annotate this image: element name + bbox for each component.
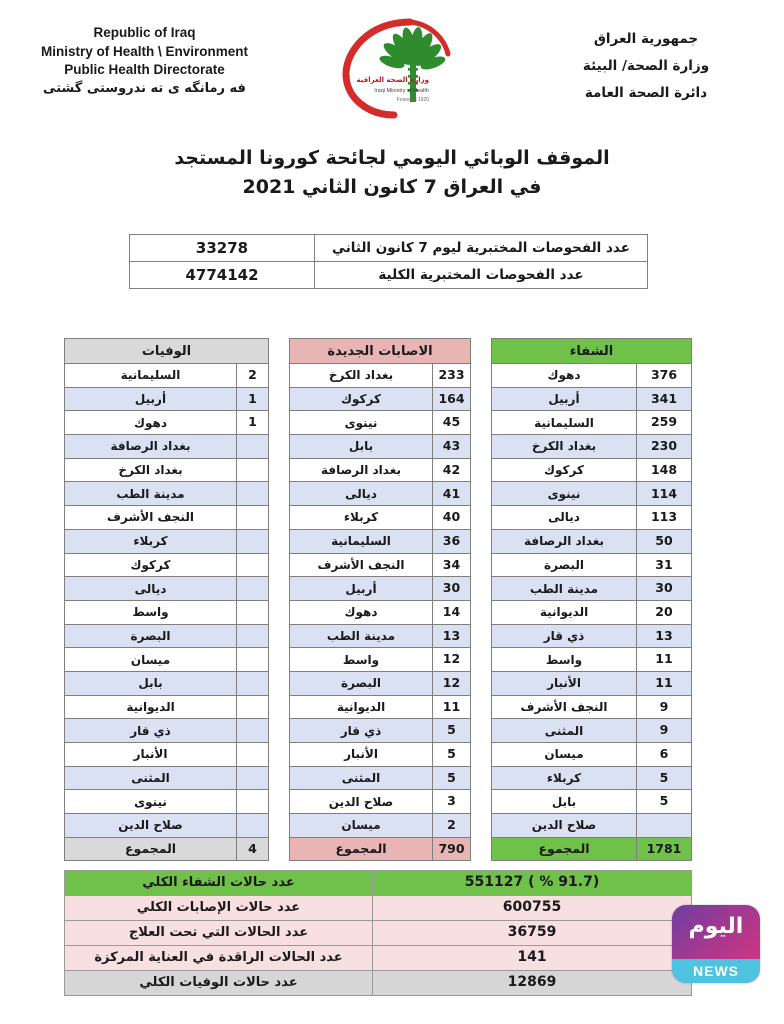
lab-tests-label-today: عدد الفحوصات المختبرية ليوم 7 كانون الثاني xyxy=(315,235,648,262)
province-value xyxy=(237,790,269,814)
header-english-line-3: Public Health Directorate xyxy=(64,62,225,77)
svg-text:Iraqi Ministry of Health: Iraqi Ministry of Health xyxy=(374,88,429,94)
summary-value: 551127 ( % 91.7) xyxy=(373,871,692,896)
header-arabic-line-3: دائرة الصحة العامة xyxy=(584,85,708,101)
header-arabic-line-2: وزارة الصحة/ البيئة xyxy=(582,58,710,74)
table-row xyxy=(290,529,471,553)
iraqi-ministry-of-health-logo xyxy=(332,12,482,122)
table-row xyxy=(65,648,269,672)
province-value: 5 xyxy=(433,743,471,767)
table-row xyxy=(492,387,692,411)
table-row xyxy=(290,648,471,672)
table-row xyxy=(492,671,692,695)
table-row xyxy=(290,435,471,459)
summary-label: عدد الحالات الراقدة في العناية المركزة xyxy=(65,946,373,971)
summary-row xyxy=(65,971,692,996)
province-name: كركوك xyxy=(65,553,237,577)
table-row xyxy=(130,262,648,289)
province-name: واسط xyxy=(492,648,637,672)
province-name: أربيل xyxy=(492,387,637,411)
province-name: بغداد الرصافة xyxy=(492,529,637,553)
lab-tests-label-total: عدد الفحوصات المختبرية الكلية xyxy=(315,262,648,289)
province-value: 30 xyxy=(433,577,471,601)
table-row xyxy=(65,482,269,506)
province-name: البصرة xyxy=(492,553,637,577)
province-name: كركوك xyxy=(290,387,433,411)
recovered-table-body xyxy=(492,364,692,861)
deaths-table-header: الوفيات xyxy=(65,339,269,364)
table-row xyxy=(492,553,692,577)
province-name: بغداد الكرخ xyxy=(492,435,637,459)
table-row xyxy=(492,411,692,435)
table-row xyxy=(65,814,269,838)
province-name: ميسان xyxy=(290,814,433,838)
province-name: دهوك xyxy=(492,364,637,388)
province-value: 148 xyxy=(637,458,692,482)
table-row xyxy=(492,719,692,743)
province-value: 13 xyxy=(433,624,471,648)
table-row xyxy=(290,790,471,814)
province-value: 13 xyxy=(637,624,692,648)
province-value xyxy=(237,814,269,838)
province-value xyxy=(237,600,269,624)
province-name: الديوانية xyxy=(492,600,637,624)
table-row xyxy=(290,577,471,601)
table-total-row xyxy=(492,837,692,861)
summary-label: عدد حالات الوفيات الكلي xyxy=(65,971,373,996)
summary-row xyxy=(65,946,692,971)
province-value xyxy=(237,506,269,530)
table-row xyxy=(492,529,692,553)
province-name: بغداد الرصافة xyxy=(290,458,433,482)
table-total-row xyxy=(290,837,471,861)
province-name: ذي قار xyxy=(65,719,237,743)
province-name: أربيل xyxy=(65,387,237,411)
recovered-by-province-table xyxy=(491,338,692,861)
table-row xyxy=(290,458,471,482)
province-name: السليمانية xyxy=(492,411,637,435)
table-row xyxy=(290,553,471,577)
table-row xyxy=(492,482,692,506)
province-value: 6 xyxy=(637,743,692,767)
table-row xyxy=(290,387,471,411)
province-value xyxy=(237,766,269,790)
province-value: 11 xyxy=(433,695,471,719)
province-value: 5 xyxy=(433,766,471,790)
summary-row xyxy=(65,871,692,896)
province-value: 45 xyxy=(433,411,471,435)
province-value: 376 xyxy=(637,364,692,388)
new-cases-table-header: الاصابات الجديدة xyxy=(290,339,471,364)
table-row xyxy=(65,577,269,601)
table-total-row xyxy=(65,837,269,861)
table-row xyxy=(492,458,692,482)
province-name: البصرة xyxy=(65,624,237,648)
province-name: كربلاء xyxy=(492,766,637,790)
table-row xyxy=(290,695,471,719)
province-value: 5 xyxy=(637,790,692,814)
national-summary-body xyxy=(65,871,692,996)
province-name: كربلاء xyxy=(65,529,237,553)
province-name: النجف الأشرف xyxy=(290,553,433,577)
province-name: المثنى xyxy=(290,766,433,790)
table-row xyxy=(65,624,269,648)
province-name: ديالى xyxy=(65,577,237,601)
province-name: بغداد الرصافة xyxy=(65,435,237,459)
province-value: 40 xyxy=(433,506,471,530)
table-row xyxy=(492,364,692,388)
province-name: كركوك xyxy=(492,458,637,482)
province-name: نينوى xyxy=(65,790,237,814)
province-name: بابل xyxy=(65,671,237,695)
province-value xyxy=(237,624,269,648)
province-value: 259 xyxy=(637,411,692,435)
province-name: ذي قار xyxy=(290,719,433,743)
province-value: 9 xyxy=(637,719,692,743)
table-row xyxy=(65,435,269,459)
table-row xyxy=(290,364,471,388)
table-row xyxy=(65,766,269,790)
watermark-arabic-text: اليوم xyxy=(688,914,744,939)
header-english-line-2: Ministry of Health \ Environment xyxy=(40,43,249,59)
province-name: بغداد الكرخ xyxy=(65,458,237,482)
province-value: 20 xyxy=(637,600,692,624)
province-value xyxy=(237,743,269,767)
province-value: 164 xyxy=(433,387,471,411)
summary-label: عدد الحالات التي تحت العلاج xyxy=(65,921,373,946)
province-value xyxy=(237,671,269,695)
province-name: المثنى xyxy=(65,766,237,790)
new-cases-table-body xyxy=(290,364,471,861)
total-value: 4 xyxy=(237,837,269,861)
province-value xyxy=(237,577,269,601)
province-value: 3 xyxy=(433,790,471,814)
province-value xyxy=(237,719,269,743)
province-name: مدينة الطب xyxy=(65,482,237,506)
lab-tests-table xyxy=(129,234,648,289)
province-name: أربيل xyxy=(290,577,433,601)
summary-row xyxy=(65,921,692,946)
table-row xyxy=(290,600,471,624)
province-name: بابل xyxy=(290,435,433,459)
province-value xyxy=(237,435,269,459)
table-row xyxy=(492,506,692,530)
table-row xyxy=(492,435,692,459)
province-value: 11 xyxy=(637,648,692,672)
province-name: السليمانية xyxy=(65,364,237,388)
province-value: 36 xyxy=(433,529,471,553)
province-name: مدينة الطب xyxy=(492,577,637,601)
province-name: بابل xyxy=(492,790,637,814)
province-name: الأنبار xyxy=(290,743,433,767)
table-row xyxy=(492,790,692,814)
page-title-line-1: الموقف الوبائي اليومي لجائحة كورونا المستجد xyxy=(174,147,610,169)
table-row xyxy=(65,364,269,388)
province-value xyxy=(237,695,269,719)
svg-text:Founded 1920: Founded 1920 xyxy=(396,97,429,103)
province-value: 12 xyxy=(433,671,471,695)
province-value xyxy=(237,553,269,577)
table-header-row xyxy=(65,339,269,364)
province-value: 230 xyxy=(637,435,692,459)
lab-tests-value-total: 4774142 xyxy=(130,262,315,289)
province-value xyxy=(237,482,269,506)
table-row xyxy=(492,648,692,672)
province-name: ميسان xyxy=(492,743,637,767)
table-row xyxy=(65,671,269,695)
province-name: النجف الأشرف xyxy=(65,506,237,530)
table-row xyxy=(130,235,648,262)
deaths-table-head xyxy=(65,339,269,364)
province-name: صلاح الدين xyxy=(65,814,237,838)
province-value: 341 xyxy=(637,387,692,411)
province-name: دهوك xyxy=(290,600,433,624)
summary-value: 36759 xyxy=(373,921,692,946)
province-value: 2 xyxy=(433,814,471,838)
table-row xyxy=(492,600,692,624)
province-name: ديالى xyxy=(290,482,433,506)
province-value: 5 xyxy=(637,766,692,790)
table-row xyxy=(290,743,471,767)
province-name: دهوك xyxy=(65,411,237,435)
new-cases-table-head xyxy=(290,339,471,364)
table-row xyxy=(290,411,471,435)
table-row xyxy=(290,482,471,506)
table-row xyxy=(65,790,269,814)
table-row xyxy=(65,719,269,743)
alyoum-news-watermark xyxy=(672,905,760,983)
province-value: 1 xyxy=(237,411,269,435)
province-name: ميسان xyxy=(65,648,237,672)
total-label: المجموع xyxy=(492,837,637,861)
table-row xyxy=(290,766,471,790)
lab-tests-body xyxy=(130,235,648,289)
total-label: المجموع xyxy=(290,837,433,861)
province-name: النجف الأشرف xyxy=(492,695,637,719)
total-value: 1781 xyxy=(637,837,692,861)
province-value: 9 xyxy=(637,695,692,719)
province-name: مدينة الطب xyxy=(290,624,433,648)
table-row xyxy=(65,695,269,719)
province-name: كربلاء xyxy=(290,506,433,530)
page-title xyxy=(0,144,784,202)
summary-label: عدد حالات الشفاء الكلي xyxy=(65,871,373,896)
svg-text:وزارة الصحة العراقية: وزارة الصحة العراقية xyxy=(356,76,429,84)
province-name: الديوانية xyxy=(290,695,433,719)
total-label: المجموع xyxy=(65,837,237,861)
table-row xyxy=(492,624,692,648)
header-kurdish-line: فه رمانگه ى ته ندروستى گشتى xyxy=(43,80,246,96)
header-arabic-line-1: جمهورية العراق xyxy=(593,31,699,47)
province-value: 5 xyxy=(433,719,471,743)
summary-row xyxy=(65,896,692,921)
province-value: 43 xyxy=(433,435,471,459)
province-name: بغداد الكرخ xyxy=(290,364,433,388)
total-value: 790 xyxy=(433,837,471,861)
table-row xyxy=(65,553,269,577)
province-value xyxy=(237,458,269,482)
province-value: 113 xyxy=(637,506,692,530)
table-row xyxy=(65,529,269,553)
table-row xyxy=(290,719,471,743)
province-name: ديالى xyxy=(492,506,637,530)
province-name: الأنبار xyxy=(65,743,237,767)
province-name: السليمانية xyxy=(290,529,433,553)
new-cases-by-province-table xyxy=(289,338,471,861)
header-english-block xyxy=(12,24,277,98)
province-value xyxy=(237,529,269,553)
table-row xyxy=(65,743,269,767)
table-row xyxy=(65,600,269,624)
province-name: نينوى xyxy=(492,482,637,506)
table-row xyxy=(492,766,692,790)
table-header-row xyxy=(492,339,692,364)
province-value: 42 xyxy=(433,458,471,482)
table-row xyxy=(290,624,471,648)
province-value: 1 xyxy=(237,387,269,411)
province-name: الأنبار xyxy=(492,671,637,695)
province-value xyxy=(637,814,692,838)
table-row xyxy=(290,814,471,838)
summary-value: 12869 xyxy=(373,971,692,996)
province-name: ذي قار xyxy=(492,624,637,648)
table-row xyxy=(65,458,269,482)
table-row xyxy=(492,743,692,767)
province-name: صلاح الدين xyxy=(290,790,433,814)
summary-label: عدد حالات الإصابات الكلي xyxy=(65,896,373,921)
province-value: 233 xyxy=(433,364,471,388)
deaths-by-province-table xyxy=(64,338,269,861)
province-name: واسط xyxy=(290,648,433,672)
table-row xyxy=(290,506,471,530)
watermark-news-label: NEWS xyxy=(672,959,760,983)
province-value: 30 xyxy=(637,577,692,601)
province-value: 50 xyxy=(637,529,692,553)
header-arabic-block xyxy=(546,26,746,107)
table-row xyxy=(492,577,692,601)
province-value: 14 xyxy=(433,600,471,624)
table-row xyxy=(492,814,692,838)
recovered-table-head xyxy=(492,339,692,364)
summary-value: 600755 xyxy=(373,896,692,921)
province-name: المثنى xyxy=(492,719,637,743)
table-row xyxy=(65,387,269,411)
table-header-row xyxy=(290,339,471,364)
table-row xyxy=(65,411,269,435)
province-name: البصرة xyxy=(290,671,433,695)
province-value: 11 xyxy=(637,671,692,695)
province-value xyxy=(237,648,269,672)
province-name: نينوى xyxy=(290,411,433,435)
province-value: 31 xyxy=(637,553,692,577)
lab-tests-value-today: 33278 xyxy=(130,235,315,262)
table-row xyxy=(65,506,269,530)
province-value: 114 xyxy=(637,482,692,506)
province-name: صلاح الدين xyxy=(492,814,637,838)
province-value: 2 xyxy=(237,364,269,388)
deaths-table-body xyxy=(65,364,269,861)
province-value: 41 xyxy=(433,482,471,506)
summary-value: 141 xyxy=(373,946,692,971)
header-english-line-1: Republic of Iraq xyxy=(93,25,196,40)
table-row xyxy=(492,695,692,719)
page-title-line-2: في العراق 7 كانون الثاني 2021 xyxy=(242,176,542,198)
table-row xyxy=(290,671,471,695)
recovered-table-header: الشفاء xyxy=(492,339,692,364)
province-value: 12 xyxy=(433,648,471,672)
province-name: واسط xyxy=(65,600,237,624)
province-name: الديوانية xyxy=(65,695,237,719)
national-summary-table xyxy=(64,870,692,996)
province-value: 34 xyxy=(433,553,471,577)
document-header xyxy=(0,0,784,130)
